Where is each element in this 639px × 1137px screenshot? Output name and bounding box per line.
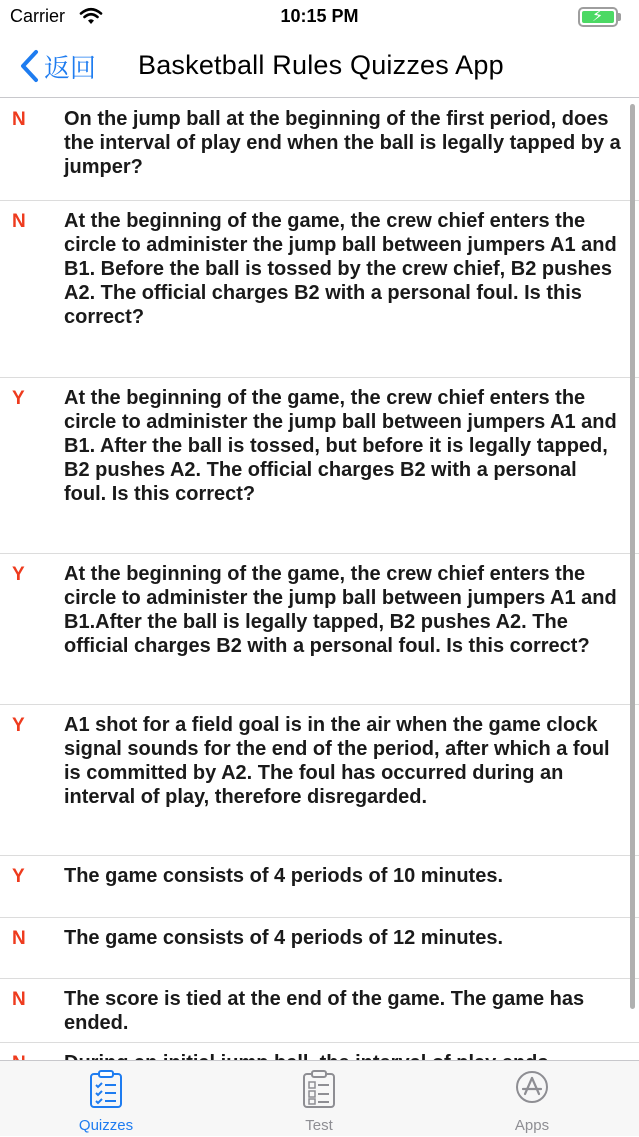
checklist-icon (88, 1069, 124, 1109)
back-label: 返回 (44, 52, 97, 83)
carrier-label: Carrier (10, 6, 66, 26)
test-sheet-icon (301, 1069, 337, 1109)
quiz-item[interactable] (0, 856, 639, 918)
question-text: At the beginning of the game, the crew chief enters the circle to administer the jump ball between jumpers A1 and B1. Before the ball is tossed by the crew chief, B2 pushes A2. The official charges B2 with a personal foul. Is this correct? (64, 210, 617, 328)
navigation-bar (0, 36, 639, 98)
quiz-item[interactable] (0, 705, 639, 856)
answer-label: Y (12, 715, 25, 736)
quiz-item[interactable] (0, 918, 639, 979)
tab-label: Test (305, 1117, 333, 1134)
answer-label: Y (12, 388, 25, 409)
app-store-icon (514, 1069, 550, 1109)
battery-icon: ⚡ (578, 7, 622, 27)
question-text: The game consists of 4 periods of 10 minutes. (64, 865, 503, 887)
quiz-item[interactable] (0, 99, 639, 201)
answer-label: N (12, 109, 26, 130)
page-title: Basketball Rules Quizzes App (138, 50, 504, 80)
tab-label: Apps (514, 1117, 550, 1134)
quiz-item[interactable] (0, 554, 639, 705)
question-text: A1 shot for a field goal is in the air when the game clock signal sounds for the end of the period, after which a foul is committed by A2. The foul has occurred during an interval of play, therefore disregarded. (64, 714, 610, 808)
question-text: The game consists of 4 periods of 12 minutes. (64, 927, 503, 949)
question-text: At the beginning of the game, the crew chief enters the circle to administer the jump ball between jumpers A1 and B1.After the ball is legally tapped, B2 pushes A2. The official charges B2 with a personal foul. Is this correct? (64, 563, 617, 657)
scroll-indicator[interactable] (630, 104, 635, 1009)
quiz-item[interactable] (0, 979, 639, 1043)
status-bar (0, 0, 639, 36)
tab-quizzes[interactable] (46, 1061, 166, 1137)
quiz-list[interactable] (0, 99, 639, 1060)
tab-label: Quizzes (78, 1117, 134, 1134)
quiz-item[interactable] (0, 201, 639, 378)
answer-label: Y (12, 866, 25, 887)
question-text: The score is tied at the end of the game. The game has ended. (64, 988, 585, 1034)
back-button[interactable] (18, 46, 96, 86)
answer-label: Y (12, 564, 25, 585)
chevron-left-icon (18, 49, 40, 83)
quiz-item[interactable] (0, 378, 639, 554)
question-text: At the beginning of the game, the crew chief enters the circle to administer the jump ball between jumpers A1 and B1. After the ball is tossed, but before it is legally tapped, B2 pushes A2. The official charges B2 with a personal foul. Is this correct? (64, 387, 617, 505)
question-text: On the jump ball at the beginning of the first period, does the interval of play end when the ball is legally tapped by a jumper? (64, 108, 621, 178)
answer-label: N (12, 928, 26, 949)
tab-bar (0, 1060, 639, 1136)
tab-apps[interactable] (472, 1061, 592, 1137)
tab-test[interactable] (259, 1061, 379, 1137)
answer-label: N (12, 211, 26, 232)
answer-label: N (12, 989, 26, 1010)
status-time: 10:15 PM (280, 6, 359, 26)
